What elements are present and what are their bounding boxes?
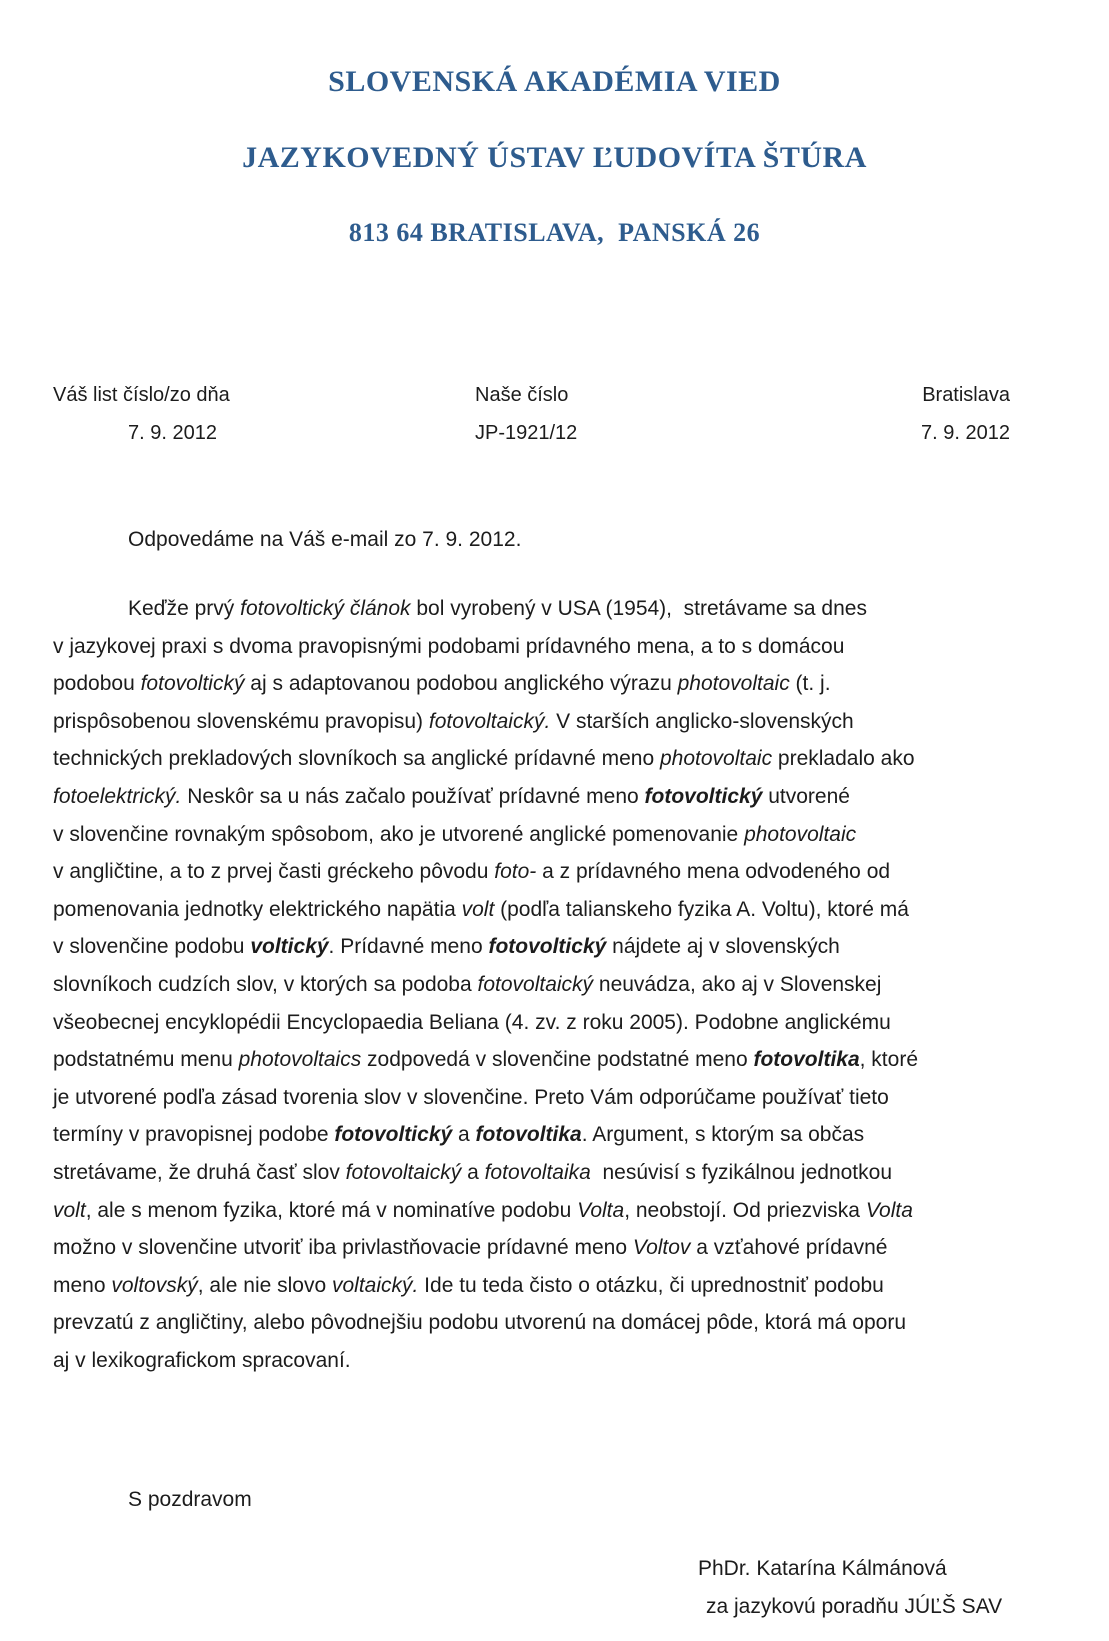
text-segment: fotovoltika [475,1123,582,1147]
text-segment: Ide tu teda čisto o otázku, či uprednostniť podobu [418,1273,884,1297]
body-paragraph [53,590,1063,1379]
text-segment: fotovoltaický [477,972,594,996]
text-segment: fotovoltický [488,935,607,959]
text-segment: voltovský [111,1273,198,1297]
text-segment: fotovoltika [753,1048,860,1072]
text-segment: termíny v pravopisnej podobe [53,1123,335,1147]
text-segment: volt [53,1198,86,1222]
text-segment: . Argument, s ktorým sa občas [581,1123,865,1147]
text-segment: photovoltaic [660,747,773,771]
text-segment: v angličtine, a to z prvej časti gréckeho pôvodu [53,860,495,884]
paragraph-line [53,891,1063,929]
text-segment: meno [53,1273,112,1297]
text-segment: stretávame, že druhá časť slov [53,1160,346,1184]
paragraph-line [53,1041,1063,1079]
text-segment: prevzatú z angličtiny, alebo pôvodnejšiu podobu utvorenú na domácej pôde, ktorá má oporu [53,1311,907,1335]
text-segment: fotovoltaický. [428,709,551,733]
paragraph-line [53,1192,1063,1230]
paragraph-line [53,816,1063,854]
reference-block [53,384,1010,464]
text-segment: (podľa talianskeho fyzika A. Voltu), ktoré má [494,897,909,921]
signature-block [698,1550,1002,1626]
opening-line: Odpovedáme na Váš e-mail zo 7. 9. 2012. [128,528,522,551]
text-segment: aj v lexikografickom spracovaní. [53,1348,351,1372]
text-segment: , ale nie slovo [197,1273,332,1297]
text-segment: V starších anglicko-slovenských [550,709,854,733]
paragraph-line [53,628,1063,666]
text-segment: , ale s menom fyzika, ktoré má v nominatíve podobu [85,1198,578,1222]
text-segment: v slovenčine rovnakým spôsobom, ako je utvorené anglické pomenovanie [53,822,745,846]
text-segment: a z prídavného mena odvodeného od [536,860,891,884]
paragraph-line [53,703,1063,741]
text-segment: pomenovania jednotky elektrického napätia [53,897,462,921]
paragraph-line [53,1229,1063,1267]
text-segment: Neskôr sa u nás začalo používať prídavné meno [181,784,645,808]
text-segment: photovoltaics [238,1048,362,1072]
text-segment: , neobstojí. Od priezviska [624,1198,866,1222]
text-segment: , ktoré [859,1048,918,1072]
paragraph-line [53,1154,1063,1192]
paragraph-line [53,853,1063,891]
text-segment: photovoltaic [677,672,790,696]
text-segment: technických prekladových slovníkoch sa anglické prídavné meno [53,747,660,771]
paragraph-line [53,966,1063,1004]
letterhead [0,26,1109,288]
text-segment: (t. j. [789,672,831,696]
text-segment: Volta [865,1198,913,1222]
letterhead-institute: JAZYKOVEDNÝ ÚSTAV ĽUDOVÍTA ŠTÚRA [242,141,867,174]
text-segment: nájdete aj v slovenských [606,935,840,959]
place-date-value: 7. 9. 2012 [921,422,1010,444]
text-segment: voltaický. [331,1273,419,1297]
text-segment: všeobecnej encyklopédii Encyclopaedia Beliana (4. zv. z roku 2005). Podobne anglickému [53,1010,891,1034]
text-segment: je utvorené podľa zásad tvorenia slov v slovenčine. Preto Vám odporúčame používať tieto [53,1085,889,1109]
text-segment: a [461,1160,485,1184]
text-segment: photovoltaic [744,822,857,846]
signer-role: za jazykovú poradňu JÚĽŠ SAV [706,1595,1003,1618]
paragraph-line [53,1267,1063,1305]
place-label: Bratislava [922,384,1010,406]
paragraph-line [53,1116,1063,1154]
text-segment: voltický [250,935,329,959]
text-segment: fotovoltaika [484,1160,591,1184]
text-segment: Volta [577,1198,625,1222]
text-segment: podstatnému menu [53,1048,239,1072]
letterhead-address: 813 64 BRATISLAVA, PANSKÁ 26 [348,218,761,247]
text-segment: . Prídavné meno [328,935,489,959]
paragraph-line [53,1004,1063,1042]
text-segment: aj s adaptovanou podobou anglického výrazu [244,672,678,696]
text-segment: foto- [494,860,537,884]
signer-name: PhDr. Katarína Kálmánová [698,1557,947,1580]
text-segment: Voltov [632,1236,691,1260]
text-segment: a [452,1123,476,1147]
text-segment: v slovenčine podobu [53,935,251,959]
paragraph-line [53,1304,1063,1342]
text-segment: neuvádza, ako aj v Slovenskej [593,972,882,996]
paragraph-line [53,778,1063,816]
text-segment: fotovoltický [644,784,763,808]
your-ref-value: 7. 9. 2012 [128,422,217,444]
our-ref-label: Naše číslo [475,384,569,406]
text-segment: možno v slovenčine utvoriť iba privlastňovacie prídavné meno [53,1236,633,1260]
paragraph-line [53,1342,1063,1380]
letterhead-organization: SLOVENSKÁ AKADÉMIA VIED [328,65,781,98]
our-ref-value: JP-1921/12 [475,422,578,444]
text-segment: a vzťahové prídavné [690,1236,888,1260]
text-segment: utvorené [762,784,850,808]
text-segment: nesúvisí s fyzikálnou jednotkou [590,1160,892,1184]
paragraph-line [53,590,1063,628]
paragraph-line [53,740,1063,778]
paragraph-line [53,1079,1063,1117]
text-segment: bol vyrobený v USA (1954), stretávame sa dnes [410,597,867,620]
text-segment: volt [461,897,495,921]
text-segment: fotovoltický [140,672,245,696]
your-ref-label: Váš list číslo/zo dňa [53,384,230,406]
text-segment: Keďže prvý [128,597,241,620]
text-segment: v jazykovej praxi s dvoma pravopisnými podobami prídavného mena, a to s domácou [53,634,845,658]
closing-salutation: S pozdravom [128,1488,252,1511]
text-segment: slovníkoch cudzích slov, v ktorých sa podoba [53,972,478,996]
paragraph-line [53,665,1063,703]
text-segment: fotovoltaický [345,1160,462,1184]
text-segment: fotoelektrický. [53,784,182,808]
text-segment: zodpovedá v slovenčine podstatné meno [361,1048,754,1072]
text-segment: fotovoltický [334,1123,453,1147]
text-segment: prispôsobenou slovenskému pravopisu) [53,709,429,733]
text-segment: fotovoltický článok [240,597,411,620]
paragraph-line [53,928,1063,966]
text-segment: podobou [53,672,141,696]
text-segment: prekladalo ako [772,747,915,771]
